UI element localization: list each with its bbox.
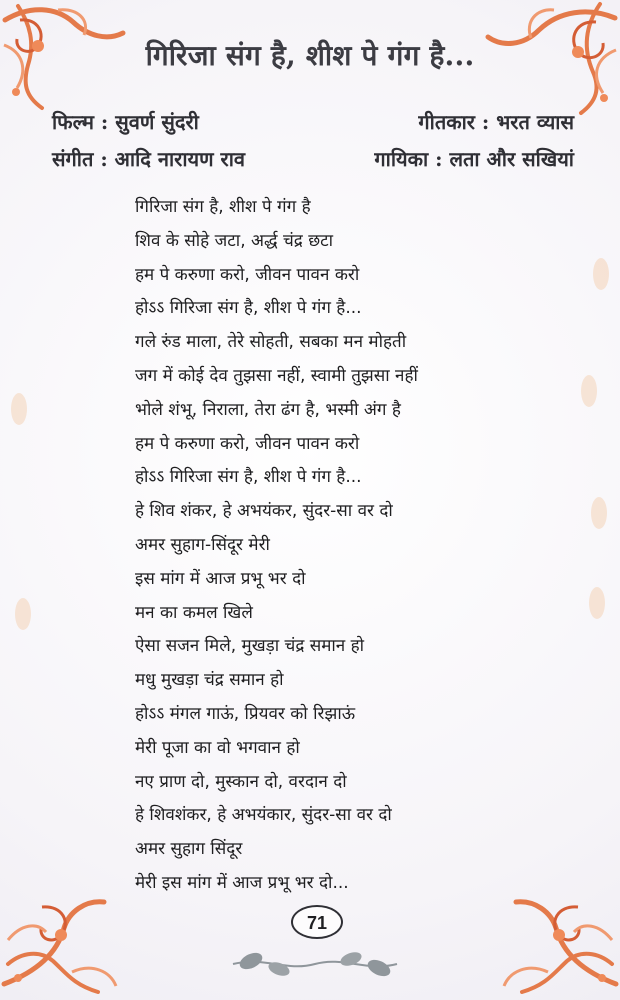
right-side-leaf-icon <box>586 584 608 622</box>
lyrics-line: ऐसा सजन मिले, मुखड़ा चंद्र समान हो <box>135 636 365 657</box>
singer-credit: गायिका : लता और सखियां <box>374 147 574 171</box>
credits-row-two <box>52 145 574 172</box>
song-title: गिरिजा संग है, शीश पे गंग है... <box>145 39 475 72</box>
lyrics-line: भोले शंभू, निराला, तेरा ढंग है, भस्मी अंग है <box>135 399 401 420</box>
lyrics-line: मेरी इस मांग में आज प्रभू भर दो... <box>135 872 349 893</box>
lyrics-line: अमर सुहाग-सिंदूर मेरी <box>135 534 270 555</box>
lyrics-line: हे शिवशंकर, हे अभयंकार, सुंदर-सा वर दो <box>135 805 392 826</box>
left-side-leaf-icon <box>12 595 34 633</box>
lyrics-line: होऽऽ मंगल गाऊं, प्रियवर को रिझाऊं <box>135 703 356 724</box>
lyrics-line: हम पे करुणा करो, जीवन पावन करो <box>135 264 360 285</box>
lyrics-line: जग में कोई देव तुझसा नहीं, स्वामी तुझसा नहीं <box>135 365 418 386</box>
lyrics-line: हे शिव शंकर, हे अभयंकर, सुंदर-सा वर दो <box>135 501 393 522</box>
lyrics-line: हम पे करुणा करो, जीवन पावन करो <box>135 433 360 454</box>
lyrics-line: अमर सुहाग सिंदूर <box>135 839 243 860</box>
film-credit: फिल्म : सुवर्ण सुंदरी <box>52 110 199 134</box>
lyrics-line: मेरी पूजा का वो भगवान हो <box>135 737 300 758</box>
bottom-center-leaf-ornament-icon <box>225 944 405 984</box>
right-side-leaf-icon <box>578 372 600 410</box>
lyrics-list <box>135 191 525 901</box>
lyrics-line: मधु मुखड़ा चंद्र समान हो <box>135 670 284 691</box>
lyrics-line: मन का कमल खिले <box>135 602 253 623</box>
lyrics-line: गिरिजा संग है, शीश पे गंग है <box>135 197 311 217</box>
right-side-leaf-icon <box>588 494 610 532</box>
lyrics-line: गले रुंड माला, तेरे सोहती, सबका मन मोहती <box>135 332 407 353</box>
right-side-leaf-icon <box>590 255 612 293</box>
lyrics-line: होऽऽ गिरिजा संग है, शीश पे गंग है... <box>135 467 362 488</box>
music-credit: संगीत : आदि नारायण राव <box>52 147 246 171</box>
credits-row-one <box>52 108 574 135</box>
lyrics-line: नए प्राण दो, मुस्कान दो, वरदान दो <box>135 771 347 792</box>
lyrics-line: इस मांग में आज प्रभू भर दो <box>135 568 306 589</box>
left-side-leaf-icon <box>8 390 30 428</box>
page-number-badge: 71 <box>291 905 343 939</box>
lyrics-line: होऽऽ गिरिजा संग है, शीश पे गंग है... <box>135 298 362 319</box>
lyricist-credit: गीतकार : भरत व्यास <box>418 110 574 134</box>
lyrics-line: शिव के सोहे जटा, अर्द्ध चंद्र छटा <box>135 230 334 251</box>
